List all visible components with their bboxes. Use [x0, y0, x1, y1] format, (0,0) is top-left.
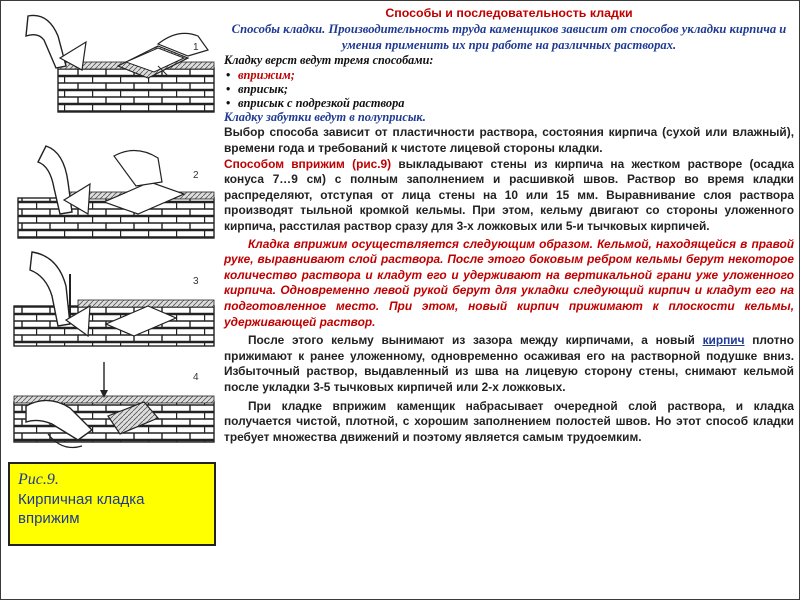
after-start: После этого кельму вынимают из зазора между кирпичами, а новый: [248, 333, 695, 348]
step-label-4: 4: [193, 372, 199, 383]
page-title: Способы и последовательность кладки: [385, 6, 633, 20]
process-paragraph: Кладка вприжим осуществляется следующим образом. Кельмой, находящейся в правой руке, выравнивают слой раствора. После этого боковым ребром кельмы берут некоторое количество раствора и кладут его и удерживают на вертикальной грани уже уложенного кирпича. Одновременно левой рукой берут для укладки следующий кирпич и кладут его на подготовленное место. При этом, новый кирпич прижимают к плоскости кельмы, удерживающей раствор.: [224, 236, 794, 329]
after-rest: плотно прижимают к ранее уложенному, одновременно осаживая его на растворной подушке вниз. Избыточный раствор, выдавленный из шва на лицевую сторону стены, снимают кельмой после укладки 3-5 тычковых кирпичей или 2-х ложковых.: [224, 333, 795, 394]
method-rest: выкладывают стены из кирпича на жестком растворе (осадка конуса 7…9 см) с полным заполнением и расшивкой швов. Раствор во время кладки распределяют, отступая от лица стены на 10 или 15 мм. Выравнивание слоя раствора производят тыльной кромкой кельмы. При этом, кельму двигают со стороны уложенного кирпича, расстилая раствор сразу для 3-х ложковых или 5-и тычковых кирпичей.: [224, 156, 794, 233]
step-label-2: 2: [193, 170, 199, 181]
method-lead: Способом вприжим (рис.9): [224, 156, 392, 171]
final-paragraph: При кладке вприжим каменщик набрасывает очередной слой раствора, и кладка получается чистой, плотной, с хорошим заполнением полостей швов. Но этот способ кладки требует множества движений и поэтому является самым трудоемким.: [224, 398, 794, 444]
bullet-item: • вприсык;: [224, 82, 794, 96]
step-1-drawing: [26, 15, 214, 112]
bullet-item: • вприжим;: [224, 68, 794, 82]
caption-text: Кирпичная кладка вприжим: [18, 491, 145, 527]
brick-laying-illustration: [8, 6, 218, 456]
text-column: [224, 6, 794, 596]
bullet-item: • вприсык с подрезкой раствора: [224, 96, 794, 110]
verst-lead: Кладку верст ведут тремя способами:: [224, 53, 434, 67]
after-paragraph: [224, 333, 794, 395]
step-2-drawing: [18, 146, 214, 238]
illustration-svg: [8, 6, 218, 456]
step-4-drawing: [14, 362, 214, 448]
brick-link[interactable]: кирпич: [702, 333, 745, 348]
step-label-1: 1: [193, 42, 199, 53]
step-3-drawing: [14, 252, 214, 346]
method-paragraph: [224, 157, 794, 235]
caption-number: Рис.9.: [18, 471, 59, 488]
intro-paragraph: Способы кладки. Производительность труда каменщиков зависит от способов укладки кирпича и умения применить их при работе на различных растворах.: [231, 22, 787, 52]
choice-paragraph: Выбор способа зависит от пластичности раствора, состояния кирпича (сухой или влажный), времени года и требований к чистоте лицевой стороны кладки.: [224, 125, 794, 155]
figure-caption: [8, 462, 216, 546]
step-label-3: 3: [193, 276, 199, 287]
zabutka-line: Кладку забутки ведут в полуприсык.: [224, 110, 426, 125]
